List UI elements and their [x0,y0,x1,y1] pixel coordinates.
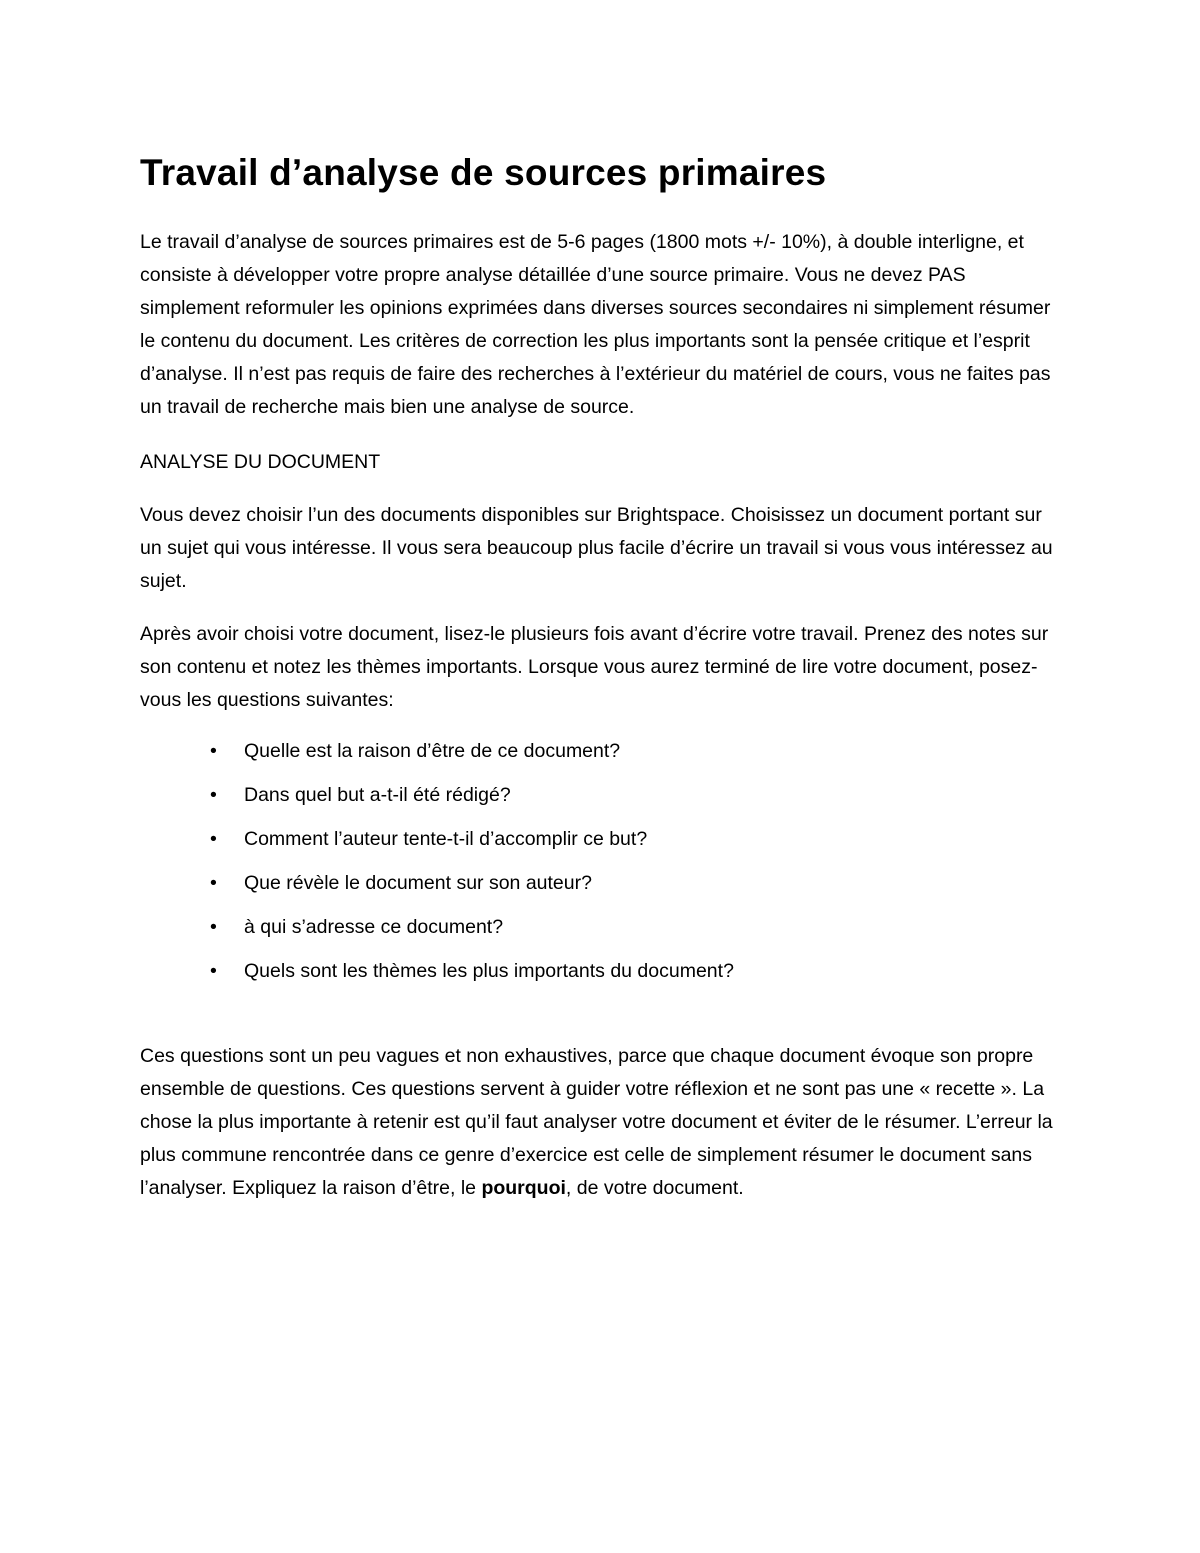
closing-text-end: , de votre document. [565,1177,744,1199]
bullet-icon: • [210,872,217,894]
question-item [210,867,1065,900]
question-item [210,779,1065,812]
bullet-icon: • [210,916,217,938]
question-item [210,955,1065,988]
section-heading: ANALYSE DU DOCUMENT [140,451,381,473]
question-text: à qui s’adresse ce document? [244,916,504,938]
document-page [140,150,1065,1205]
bullet-icon: • [210,740,217,762]
intro-paragraph: Le travail d’analyse de sources primaires est de 5-6 pages (1800 mots +/- 10%), à double interligne, et consiste à développer votre propre analyse détaillée d’une source primaire. Vous ne devez PAS simplement reformuler les opinions exprimées dans diverses sources secondaires ni simplement résumer le contenu du document. Les critères de correction les plus importants sont la pensée critique et l’esprit d’analyse. Il n’est pas requis de faire des recherches à l’extérieur du matériel de cours, vous ne faites pas un travail de recherche mais bien une analyse de source. [140,231,1051,418]
question-item [210,911,1065,944]
closing-paragraph [140,1040,1065,1205]
bullet-icon: • [210,828,217,850]
question-text: Que révèle le document sur son auteur? [244,872,592,894]
closing-emphasis: pourquoi [481,1177,566,1199]
question-item [210,735,1065,768]
question-text: Quels sont les thèmes les plus importants du document? [244,960,734,982]
choose-document-paragraph: Vous devez choisir l’un des documents disponibles sur Brightspace. Choisissez un document portant sur un sujet qui vous intéresse. Il vous sera beaucoup plus facile d’écrire un travail si vous vous intéressez au sujet. [140,504,1053,592]
closing-text-start: Ces questions sont un peu vagues et non exhaustives, parce que chaque document évoque son propre ensemble de questions. Ces questions servent à guider votre réflexion et ne sont pas une « recette ». La chose la plus importante à retenir est qu’il faut analyser votre document et éviter de le résumer. L’erreur la plus commune rencontrée dans ce genre d’exercice est celle de simplement résumer le document sans l’analyser. Expliquez la raison d’être, le [140,1045,1053,1199]
questions-list [140,735,1065,988]
document-title: Travail d’analyse de sources primaires [140,152,827,193]
bullet-icon: • [210,960,217,982]
question-text: Comment l’auteur tente-t-il d’accomplir ce but? [244,828,648,850]
bullet-icon: • [210,784,217,806]
question-text: Dans quel but a-t-il été rédigé? [244,784,511,806]
question-item [210,823,1065,856]
question-text: Quelle est la raison d’être de ce document? [244,740,621,762]
after-choosing-paragraph: Après avoir choisi votre document, lisez-le plusieurs fois avant d’écrire votre travail. Prenez des notes sur son contenu et notez les thèmes importants. Lorsque vous aurez terminé de lire votre document, posez-vous les questions suivantes: [140,623,1049,711]
